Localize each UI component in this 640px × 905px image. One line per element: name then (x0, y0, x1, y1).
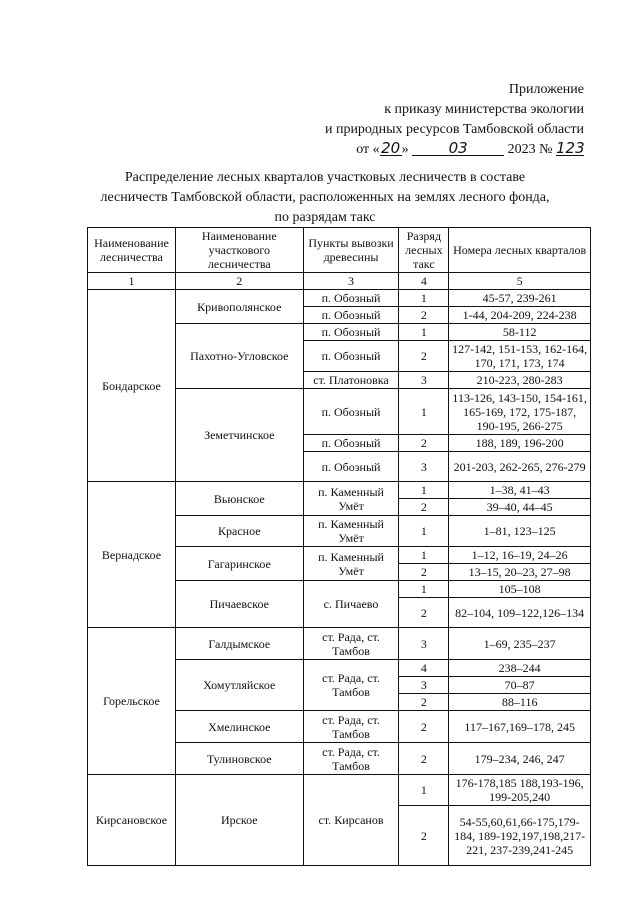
quarters-cell: 54-55,60,61,66-175,179-184, 189-192,197,198,217-221, 237-239,241-245 (449, 806, 591, 866)
rank-cell: 3 (399, 372, 449, 389)
point-cell: п. Обозный (303, 452, 399, 482)
forestry-cell: Кирсановское (88, 775, 176, 866)
date-month: 03 (412, 141, 504, 156)
table-row (88, 775, 591, 806)
rank-cell: 4 (399, 660, 449, 677)
appendix-title: Приложение (508, 82, 584, 97)
rank-cell: 2 (399, 307, 449, 324)
document-title (60, 168, 590, 228)
date-prefix: от « (356, 142, 380, 157)
rank-cell: 3 (399, 677, 449, 694)
rank-cell: 2 (399, 341, 449, 372)
rank-cell: 1 (399, 324, 449, 341)
table-row (88, 290, 591, 307)
title-line-2: лесничеств Тамбовской области, расположенных на землях лесного фонда, (100, 190, 550, 205)
district-cell: Тулиновское (175, 743, 303, 775)
header-cell: Разряд лесных такс (399, 228, 449, 273)
rank-cell: 1 (399, 547, 449, 564)
column-number: 3 (303, 273, 399, 290)
point-cell: п. Обозный (303, 307, 399, 324)
rank-cell: 2 (399, 435, 449, 452)
point-cell: п. Каменный Умёт (303, 547, 399, 581)
point-cell: с. Пичаево (303, 581, 399, 628)
quarters-cell: 179–234, 246, 247 (449, 743, 591, 775)
quarters-cell: 238–244 (449, 660, 591, 677)
point-cell: ст. Рада, ст. Тамбов (303, 711, 399, 743)
point-cell: ст. Рада, ст. Тамбов (303, 660, 399, 711)
order-number: 123 (556, 139, 585, 157)
column-number: 2 (175, 273, 303, 290)
district-cell: Хомутляйское (175, 660, 303, 711)
point-cell: ст. Кирсанов (303, 775, 399, 866)
rank-cell: 1 (399, 516, 449, 547)
quarters-cell: 113-126, 143-150, 154-161, 165-169, 172, 175-187, 190-195, 266-275 (449, 389, 591, 435)
district-cell: Красное (175, 516, 303, 547)
rank-cell: 1 (399, 482, 449, 499)
quarters-cell: 1–81, 123–125 (449, 516, 591, 547)
column-number: 4 (399, 273, 449, 290)
quarters-cell: 88–116 (449, 694, 591, 711)
quarters-cell: 1–38, 41–43 (449, 482, 591, 499)
district-cell: Галдымское (175, 628, 303, 660)
rank-cell: 2 (399, 694, 449, 711)
point-cell: п. Обозный (303, 435, 399, 452)
rank-cell: 1 (399, 581, 449, 598)
forestry-cell: Горельское (88, 628, 176, 775)
quarters-cell: 127-142, 151-153, 162-164, 170, 171, 173, 174 (449, 341, 591, 372)
point-cell: ст. Платоновка (303, 372, 399, 389)
rank-cell: 2 (399, 564, 449, 581)
rank-cell: 3 (399, 452, 449, 482)
point-cell: ст. Рада, ст. Тамбов (303, 628, 399, 660)
appendix-block (325, 80, 584, 160)
rank-cell: 1 (399, 775, 449, 806)
point-cell: ст. Рада, ст. Тамбов (303, 743, 399, 775)
header-cell: Номера лесных кварталов (449, 228, 591, 273)
appendix-date-line: от «20» 03 2023 № 123 (356, 139, 585, 157)
date-day: 20 (381, 139, 401, 157)
header-cell: Наименование лесничества (88, 228, 176, 273)
column-number: 5 (449, 273, 591, 290)
column-number-row (88, 273, 591, 290)
point-cell: п. Обозный (303, 324, 399, 341)
rank-cell: 2 (399, 743, 449, 775)
quarters-cell: 188, 189, 196-200 (449, 435, 591, 452)
quarters-cell: 176-178,185 188,193-196, 199-205,240 (449, 775, 591, 806)
quarters-cell: 105–108 (449, 581, 591, 598)
appendix-order-line: к приказу министерства экологии (384, 102, 584, 117)
quarters-cell: 1–69, 235–237 (449, 628, 591, 660)
quarters-cell: 82–104, 109–122,126–134 (449, 598, 591, 628)
quarters-table (87, 227, 591, 866)
point-cell: п. Обозный (303, 290, 399, 307)
title-line-3: по разрядам такс (274, 210, 376, 225)
quarters-cell: 13–15, 20–23, 27–98 (449, 564, 591, 581)
district-cell: Хмелинское (175, 711, 303, 743)
point-cell: п. Обозный (303, 389, 399, 435)
rank-cell: 2 (399, 598, 449, 628)
rank-cell: 1 (399, 290, 449, 307)
district-cell: Земетчинское (175, 389, 303, 482)
quarters-cell: 39–40, 44–45 (449, 499, 591, 516)
header-cell: Пункты вывозки древесины (303, 228, 399, 273)
district-cell: Ирское (175, 775, 303, 866)
column-number: 1 (88, 273, 176, 290)
header-row (88, 228, 591, 273)
point-cell: п. Каменный Умёт (303, 516, 399, 547)
district-cell: Кривополянское (175, 290, 303, 324)
rank-cell: 2 (399, 711, 449, 743)
district-cell: Пахотно-Угловское (175, 324, 303, 389)
forestry-cell: Бондарское (88, 290, 176, 482)
quarters-cell: 117–167,169–178, 245 (449, 711, 591, 743)
quarters-cell: 45-57, 239-261 (449, 290, 591, 307)
title-line-1: Распределение лесных кварталов участковых лесничеств в составе (124, 170, 526, 185)
rank-cell: 3 (399, 628, 449, 660)
table-row (88, 482, 591, 499)
rank-cell: 1 (399, 389, 449, 435)
district-cell: Вьюнское (175, 482, 303, 516)
rank-cell: 2 (399, 806, 449, 866)
quarters-cell: 210-223, 280-283 (449, 372, 591, 389)
header-cell: Наименование участкового лесничества (175, 228, 303, 273)
district-cell: Пичаевское (175, 581, 303, 628)
point-cell: п. Каменный Умёт (303, 482, 399, 516)
rank-cell: 2 (399, 499, 449, 516)
forestry-cell: Вернадское (88, 482, 176, 628)
quarters-cell: 1-44, 204-209, 224-238 (449, 307, 591, 324)
quarters-cell: 70–87 (449, 677, 591, 694)
point-cell: п. Обозный (303, 341, 399, 372)
quarters-cell: 58-112 (449, 324, 591, 341)
table-row (88, 628, 591, 660)
quarters-cell: 201-203, 262-265, 276-279 (449, 452, 591, 482)
district-cell: Гагаринское (175, 547, 303, 581)
year-text: 2023 № (507, 142, 553, 157)
quarters-cell: 1–12, 16–19, 24–26 (449, 547, 591, 564)
appendix-ministry-line: и природных ресурсов Тамбовской области (324, 122, 584, 137)
